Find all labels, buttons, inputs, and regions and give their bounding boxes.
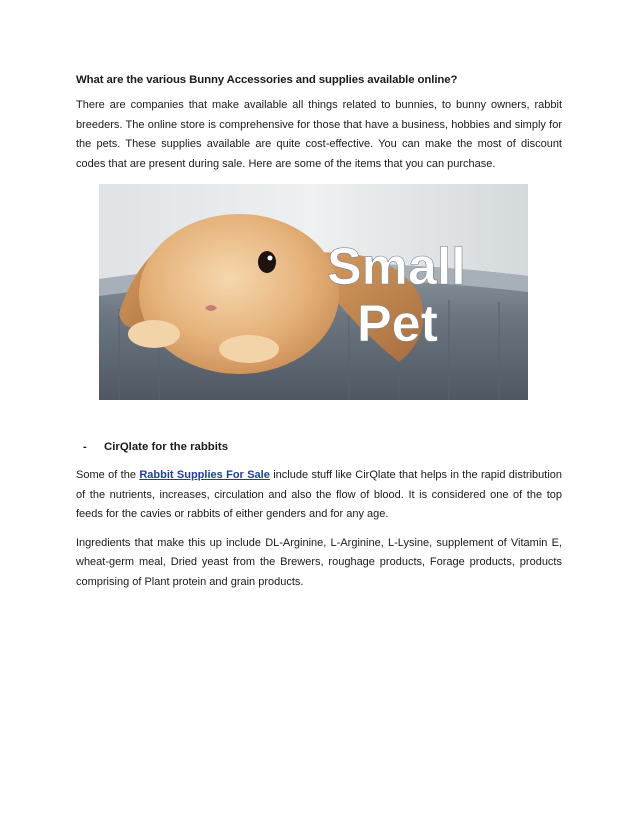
section-heading: What are the various Bunny Accessories and supplies available online? <box>76 74 458 86</box>
product-paragraph-2: Ingredients that make this up include DL-Arginine, L-Arginine, L-Lysine, supplement of Vitamin E, wheat-germ meal, Dried yeast from the Brewers, roughage products, Forage products, products comprising of Plant protein and grain products. <box>76 536 562 588</box>
intro-paragraph: There are companies that make available all things related to bunnies, to bunny owners, rabbit breeders. The online store is comprehensive for those that have a business, hobbies and simply for the pets. These supplies available are quite cost-effective. You can make the most of discount codes that are present during sale. Here are some of the items that you can purchase. <box>76 99 562 170</box>
para1-text-after: include stuff like CirQlate that helps in the rapid distribution of the nutrients, increases, circulation and also the flow of blood. It is considered one of the top feeds for the cavies or rabbits of either genders and for any age. <box>76 469 562 521</box>
overlay-text-line2: Pet <box>357 295 438 353</box>
intro-section <box>76 74 562 174</box>
bullet-dash: - <box>83 441 87 453</box>
para1-text-before: Some of the <box>76 469 140 481</box>
rabbit-supplies-link[interactable]: Rabbit Supplies For Sale <box>139 469 270 481</box>
bullet-title: CirQlate for the rabbits <box>104 441 229 453</box>
overlay-text-line1: Small <box>327 238 466 296</box>
bunny-photo <box>99 184 528 400</box>
bunny-illustration <box>99 184 528 400</box>
product-paragraph-1 <box>76 466 562 525</box>
bullet-heading <box>83 441 228 453</box>
product-section <box>76 466 562 593</box>
